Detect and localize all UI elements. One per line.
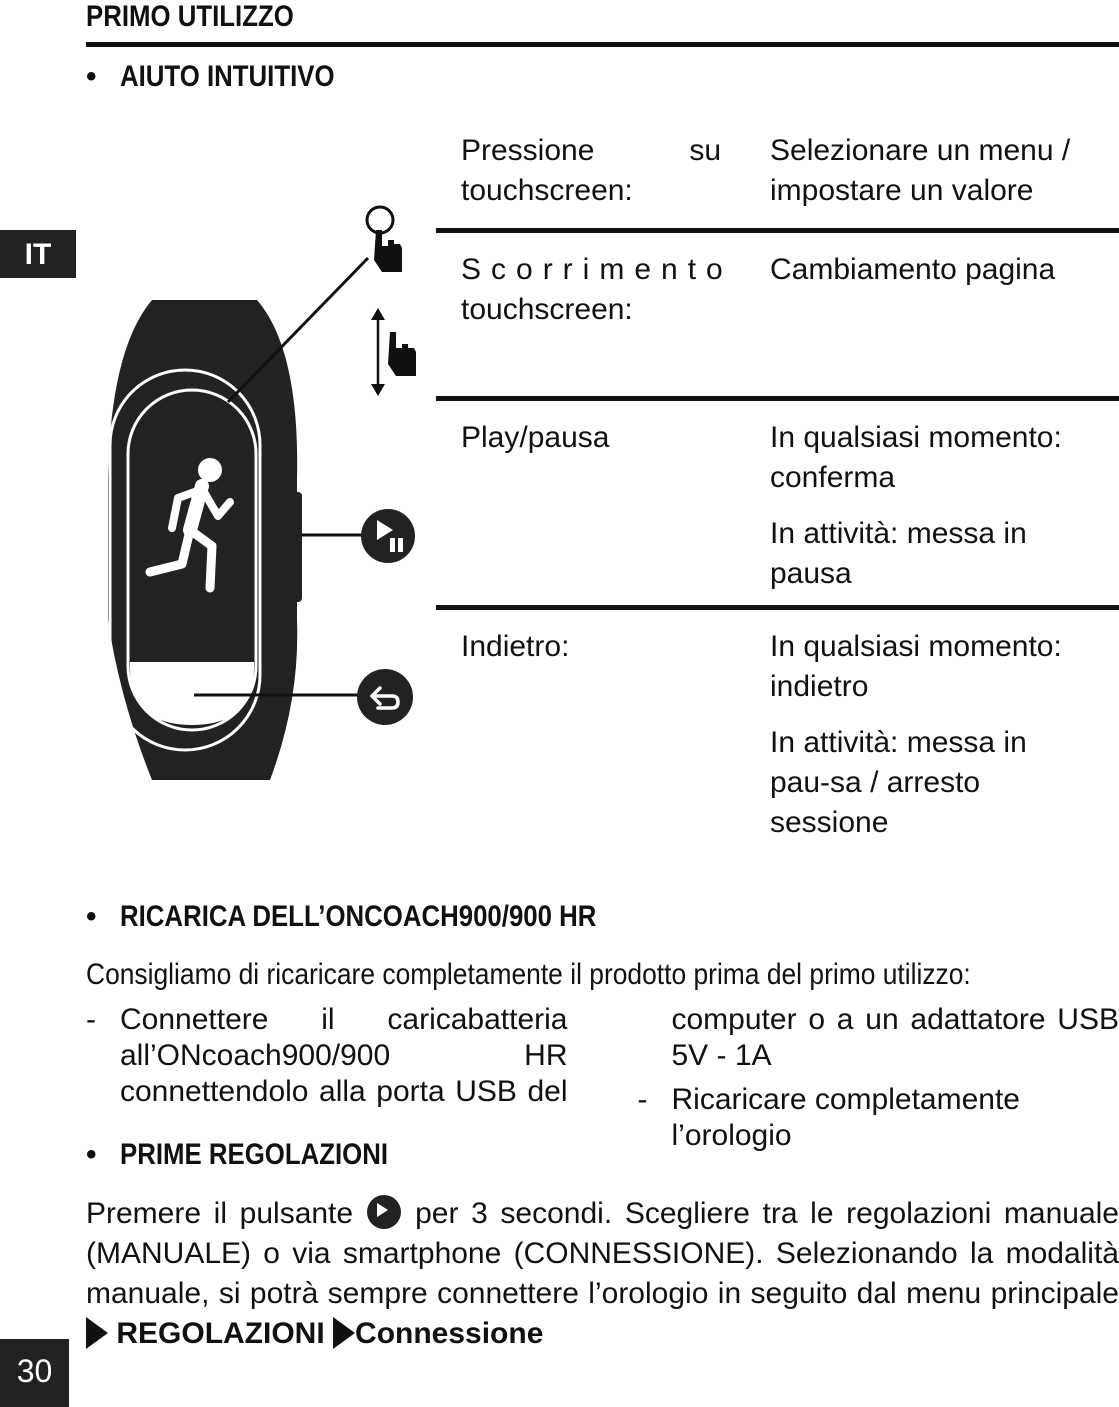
triangle-right-icon xyxy=(86,1317,108,1349)
language-tab: IT xyxy=(0,230,76,278)
table-divider xyxy=(436,605,1119,610)
menu-path-connection: Connessione xyxy=(355,1317,544,1350)
back-arrow-icon xyxy=(356,668,414,726)
action-label-touch-2: touchscreen: xyxy=(461,174,633,207)
play-pause-icon xyxy=(360,508,416,564)
section-title-settings: • PRIME REGOLAZIONI xyxy=(86,1138,389,1171)
header-divider xyxy=(86,42,1119,47)
action-label-touch: Pressione su xyxy=(461,134,721,167)
table-divider xyxy=(436,396,1119,401)
play-pause-inline-icon xyxy=(367,1195,401,1229)
effect-text-select: Selezionare un menu / impostare un valore xyxy=(770,134,1071,207)
effect-text-confirm: In qualsiasi momento: conferma xyxy=(770,421,1062,494)
action-label-back: Indietro: xyxy=(461,630,570,663)
effect-text-page: Cambiamento pagina xyxy=(770,253,1056,286)
menu-path-settings: REGOLAZIONI xyxy=(116,1317,325,1350)
settings-paragraph: Premere il pulsante per 3 secondi. Scegliere tra le regolazioni manuale (MANUALE) o via smartphone (CONNESSIONE). Selezionando la modalità manuale, si potrà sempre connettere l’orologio in seguito dal menu principale REGOLAZIONI Connessione xyxy=(86,1197,1119,1350)
watch-side-button xyxy=(290,492,302,602)
page-number: 30 xyxy=(0,1339,69,1407)
section-title-charge: • RICARICA DELL’ONCOACH900/900 HR xyxy=(86,900,597,933)
section-title-help: • AIUTO INTUITIVO xyxy=(86,60,335,93)
action-label-swipe-2: touchscreen: xyxy=(461,293,633,326)
charge-steps xyxy=(86,1002,1119,1154)
hand-swipe-icon xyxy=(366,306,422,398)
page-header-title: PRIMO UTILIZZO xyxy=(86,0,294,33)
hand-tap-icon xyxy=(364,204,408,276)
table-row xyxy=(461,131,721,211)
effect-text-pause: In attività: messa in pausa xyxy=(770,517,1027,590)
list-item: - Ricaricare completamente l’orologio xyxy=(637,1083,1020,1152)
action-label-swipe: Scorrimento xyxy=(461,253,733,286)
table-divider xyxy=(436,228,1119,233)
charge-intro: Consigliamo di ricaricare completamente il prodotto prima del primo utilizzo: xyxy=(86,958,971,991)
table-row xyxy=(461,250,733,330)
action-label-play: Play/pausa xyxy=(461,421,610,454)
effect-text-back: In qualsiasi momento: indietro xyxy=(770,630,1062,703)
list-item: - Connettere il caricabatteria all’ONcoach900/900 HR connettendolo alla porta USB del computer o a un adattatore USB 5V - 1A xyxy=(86,1003,1119,1108)
effect-text-stop: In attività: messa in pau-sa / arresto sessione xyxy=(770,726,1027,839)
triangle-right-icon xyxy=(333,1317,355,1349)
